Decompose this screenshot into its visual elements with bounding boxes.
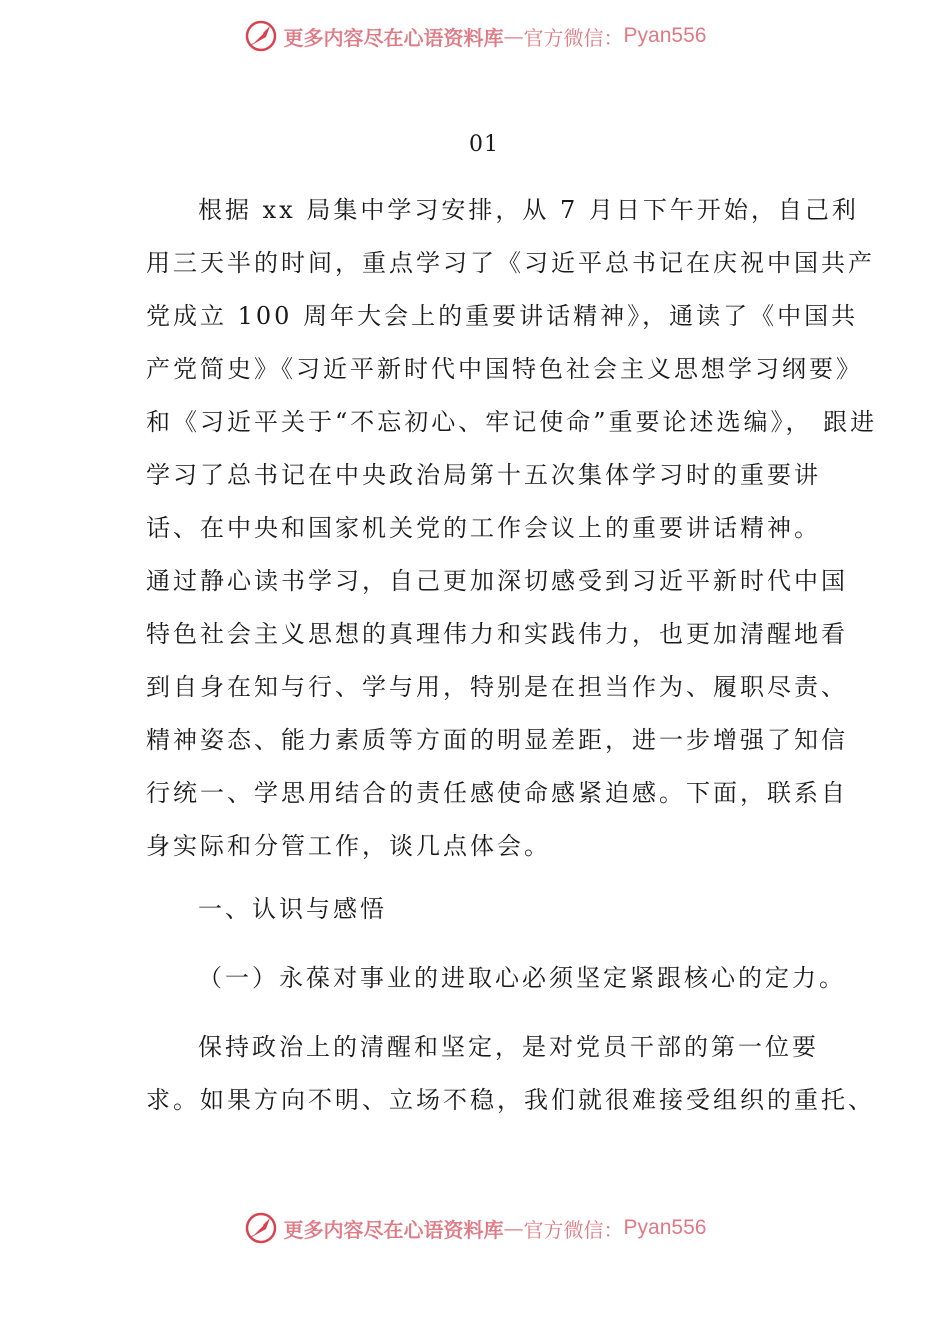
paragraph-line: 身实际和分管工作，谈几点体会。 bbox=[146, 832, 551, 860]
paragraph-line: 到自身在知与行、学与用，特别是在担当作为、履职尽责、 bbox=[146, 673, 848, 701]
paragraph-line: 话、在中央和国家机关党的工作会议上的重要讲话精神。 bbox=[146, 514, 821, 542]
watermark-brand-text: 更多内容尽在心语资料库 bbox=[283, 25, 504, 50]
watermark-brand-text: 更多内容尽在心语资料库 bbox=[283, 1217, 504, 1242]
paragraph-2 bbox=[146, 1021, 875, 1127]
paragraph-line: 根据 xx 局集中学习安排，从 7 月日下午开始，自己利 bbox=[198, 196, 859, 224]
paragraph-line: 产党简史》《习近平新时代中国特色社会主义思想学习纲要》 bbox=[146, 355, 863, 383]
watermark-handle: Pyan556 bbox=[623, 1216, 707, 1239]
paragraph-line: 保持政治上的清醒和坚定，是对党员干部的第一位要 bbox=[198, 1033, 819, 1061]
paragraph-line: 党成立 100 周年大会上的重要讲话精神》，通读了《中国共 bbox=[146, 302, 859, 330]
quill-pen-logo-icon bbox=[244, 19, 278, 53]
top-watermark-banner bbox=[0, 16, 950, 56]
paragraph-line: 通过静心读书学习，自己更加深切感受到习近平新时代中国 bbox=[146, 567, 848, 595]
watermark-contact-label: 官方微信： bbox=[523, 25, 624, 50]
paragraph-line: 和《习近平关于“不忘初心、牢记使命”重要论述选编》， 跟进 bbox=[146, 408, 878, 436]
paragraph-line: 行统一、学思用结合的责任感使命感紧迫感。下面，联系自 bbox=[146, 779, 848, 807]
section-heading-text: 一、认识与感悟 bbox=[198, 895, 387, 923]
paragraph-1 bbox=[146, 184, 878, 873]
paragraph-line: 学习了总书记在中央政治局第十五次集体学习时的重要讲 bbox=[146, 461, 821, 489]
subsection-heading-text: （一）永葆对事业的进取心必须坚定紧跟核心的定力。 bbox=[198, 964, 846, 992]
paragraph-line: 特色社会主义思想的真理伟力和实践伟力，也更加清醒地看 bbox=[146, 620, 848, 648]
paragraph-line: 精神姿态、能力素质等方面的明显差距，进一步增强了知信 bbox=[146, 726, 848, 754]
watermark-contact-label: 官方微信： bbox=[523, 1217, 624, 1242]
bottom-watermark-banner bbox=[0, 1208, 950, 1248]
watermark-separator: — bbox=[503, 1216, 524, 1240]
paragraph-line: 用三天半的时间，重点学习了《习近平总书记在庆祝中国共产 bbox=[146, 249, 875, 277]
page-number: 01 bbox=[469, 132, 499, 157]
subsection-heading bbox=[146, 952, 846, 1005]
quill-pen-logo-icon bbox=[244, 1211, 278, 1245]
watermark-handle: Pyan556 bbox=[623, 24, 707, 47]
paragraph-line: 求。如果方向不明、立场不稳，我们就很难接受组织的重托、 bbox=[146, 1086, 875, 1114]
section-heading bbox=[146, 883, 822, 936]
document-body bbox=[146, 120, 878, 1127]
watermark-separator: — bbox=[503, 24, 524, 48]
